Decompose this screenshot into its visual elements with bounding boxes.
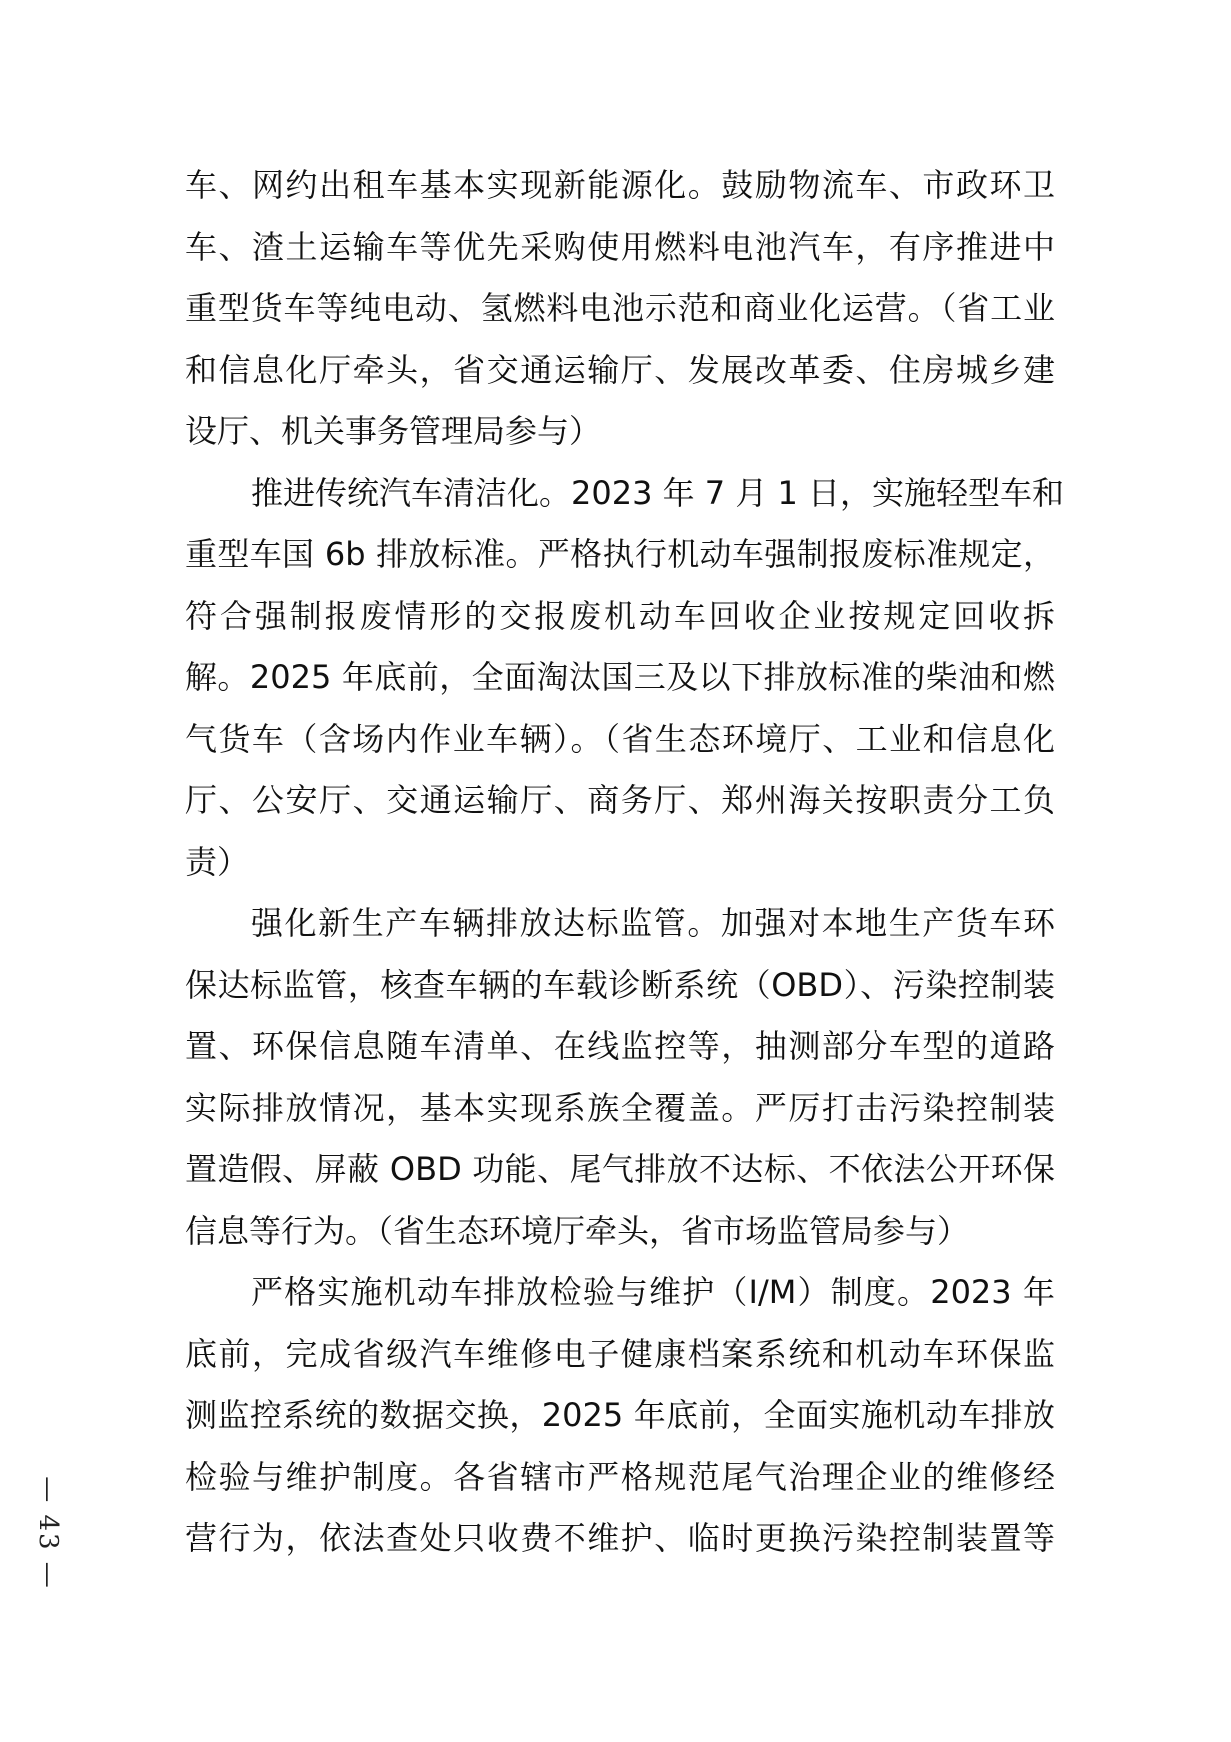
text-line: 底前，完成省级汽车维修电子健康档案系统和机动车环保监 — [185, 1334, 1055, 1373]
text-line: 检验与维护制度。各省辖市严格规范尾气治理企业的维修经 — [185, 1457, 1055, 1496]
body-text — [185, 155, 1065, 1570]
text-line: 气货车（含场内作业车辆）。（省生态环境厅、工业和信息化 — [185, 719, 1055, 758]
text-line: 和信息化厅牵头，省交通运输厅、发展改革委、住房城乡建 — [185, 350, 1055, 389]
text-line: 车、网约出租车基本实现新能源化。鼓励物流车、市政环卫 — [185, 166, 1055, 204]
paragraph-heading-line: 严格实施机动车排放检验与维护（I/M）制度。2023 年 — [251, 1273, 1055, 1311]
text-line: 置、环保信息随车清单、在线监控等，抽测部分车型的道路 — [185, 1027, 1055, 1065]
text-line: 重型车国 6b 排放标准。严格执行机动车强制报废标准规定， — [185, 535, 1055, 573]
text-line: 设厅、机关事务管理局参与） — [185, 412, 602, 450]
paragraph-heading-line: 强化新生产车辆排放达标监管。加强对本地生产货车环 — [251, 904, 1055, 942]
text-line: 保达标监管，核查车辆的车载诊断系统（OBD）、污染控制装 — [185, 965, 1055, 1004]
text-line: 厅、公安厅、交通运输厅、商务厅、郑州海关按职责分工负 — [185, 781, 1055, 819]
text-line: 测监控系统的数据交换，2025 年底前，全面实施机动车排放 — [185, 1396, 1055, 1434]
text-line: 责） — [185, 842, 250, 881]
page-number — [28, 1478, 68, 1588]
text-line: 置造假、屏蔽 OBD 功能、尾气排放不达标、不依法公开环保 — [185, 1150, 1055, 1188]
page-number-label: — 43 — — [33, 1476, 63, 1590]
text-line: 实际排放情况，基本实现系族全覆盖。严厉打击污染控制装 — [185, 1088, 1055, 1127]
text-line: 信息等行为。（省生态环境厅牵头，省市场监管局参与） — [185, 1211, 970, 1250]
text-line: 营行为，依法查处只收费不维护、临时更换污染控制装置等 — [185, 1519, 1055, 1557]
text-line: 重型货车等纯电动、氢燃料电池示范和商业化运营。（省工业 — [185, 289, 1055, 327]
text-line: 解。2025 年底前，全面淘汰国三及以下排放标准的柴油和燃 — [185, 658, 1055, 696]
text-line: 车、渣土运输车等优先采购使用燃料电池汽车，有序推进中 — [185, 227, 1055, 266]
paragraph-heading-line: 推进传统汽车清洁化。2023 年 7 月 1 日，实施轻型车和 — [251, 473, 1065, 512]
text-line: 符合强制报废情形的交报废机动车回收企业按规定回收拆 — [185, 596, 1055, 635]
